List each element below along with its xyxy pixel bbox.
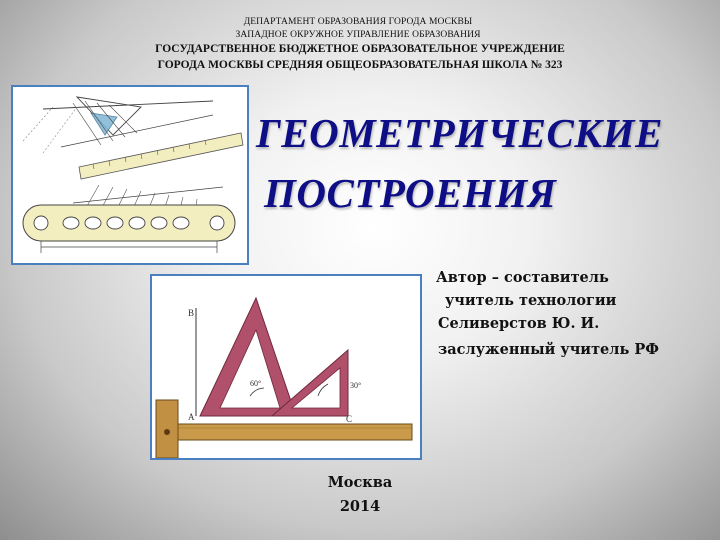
district-name: ЗАПАДНОЕ ОКРУЖНОЕ УПРАВЛЕНИЕ ОБРАЗОВАНИЯ [235, 30, 481, 40]
presentation-title-line-1: ГЕОМЕТРИЧЕСКИЕ [256, 110, 663, 156]
angle-30-label: 30° [350, 381, 362, 390]
author-position: учитель технологии [445, 292, 617, 309]
point-a-label: A [188, 412, 195, 422]
set-square-illustration [152, 276, 420, 458]
year: 2014 [339, 498, 381, 515]
point-b-label: B [188, 308, 195, 318]
department-name: ДЕПАРТАМЕНТ ОБРАЗОВАНИЯ ГОРОДА МОСКВЫ [243, 17, 473, 27]
author-role: Автор – составитель [436, 269, 609, 286]
angle-60-label: 60° [250, 379, 262, 388]
author-title: заслуженный учитель РФ [438, 341, 660, 358]
segment-division-drawing [11, 85, 249, 265]
presentation-title-line-2: ПОСТРОЕНИЯ [264, 170, 557, 216]
institution-line-2: ГОРОДА МОСКВЫ СРЕДНЯЯ ОБЩЕОБРАЗОВАТЕЛЬНАЯ ШКОЛА № 323 [157, 59, 563, 71]
institution-line-1: ГОСУДАРСТВЕННОЕ БЮДЖЕТНОЕ ОБРАЗОВАТЕЛЬНОЕ УЧРЕЖДЕНИЕ [155, 43, 565, 55]
set-square-drawing [150, 274, 422, 460]
segment-division-illustration [13, 87, 247, 263]
point-c-label: C [346, 414, 353, 424]
city-name: Москва [327, 474, 393, 491]
author-name: Селиверстов Ю. И. [438, 315, 600, 332]
